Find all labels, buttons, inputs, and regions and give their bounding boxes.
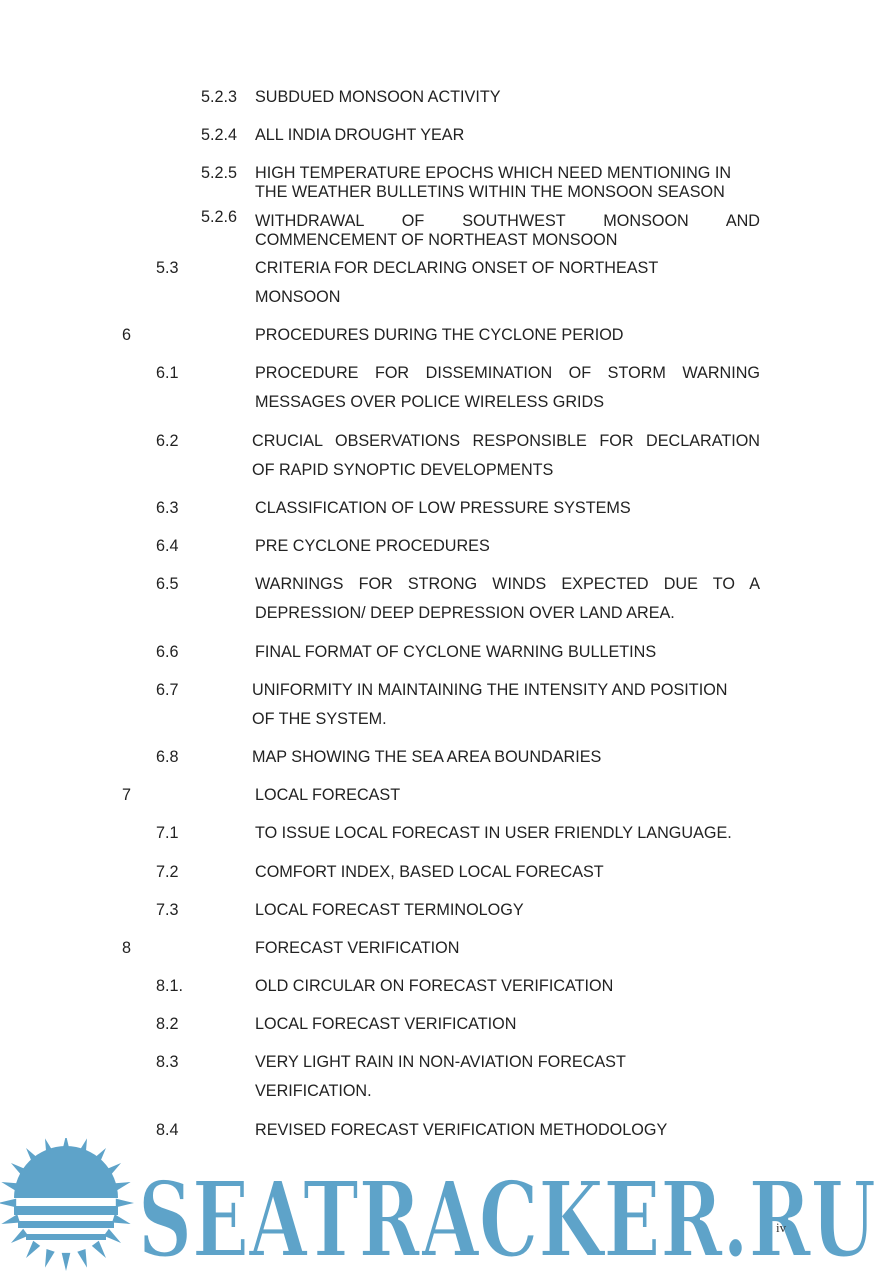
toc-entry-title (252, 432, 760, 480)
sun-ray (0, 1199, 16, 1208)
toc-entry-number: 6.5 (156, 575, 179, 593)
toc-entry-title (255, 88, 501, 107)
toc-entry-number: 6.6 (156, 643, 179, 661)
toc-entry-number: 8.1. (156, 977, 184, 995)
toc-entry-title-line: TO ISSUE LOCAL FORECAST IN USER FRIENDLY LANGUAGE. (255, 824, 732, 842)
watermark-text: SEATRACKER.RU (138, 1158, 876, 1274)
toc-entry-number: 7.2 (156, 863, 179, 881)
toc-entry-title (252, 681, 727, 729)
toc-entry-number: 5.2.6 (201, 208, 238, 226)
toc-entry-title (255, 537, 490, 556)
toc-entry-title (255, 824, 732, 843)
toc-entry-number: 5.2.4 (201, 126, 238, 144)
toc-entry-title-line: HIGH TEMPERATURE EPOCHS WHICH NEED MENTIONING IN (255, 164, 732, 182)
toc-entry-title-line: FORECAST VERIFICATION (255, 939, 460, 957)
toc-entry-number: 5.3 (156, 259, 179, 277)
toc-entry-number: 6.7 (156, 681, 179, 699)
toc-entry-number: 5.2.5 (201, 164, 238, 182)
sun-band (26, 1234, 106, 1240)
toc-entry-title-line: FINAL FORMAT OF CYCLONE WARNING BULLETINS (255, 643, 657, 661)
toc-entry-title-line: OF THE SYSTEM. (252, 710, 387, 728)
toc-entry-number: 6.2 (156, 432, 179, 450)
toc-entry-title-line: LOCAL FORECAST TERMINOLOGY (255, 901, 524, 919)
toc-entry-number: 6.3 (156, 499, 179, 517)
sun-ray (116, 1199, 134, 1208)
toc-entry-title (255, 126, 464, 145)
toc-entry-title-line: LOCAL FORECAST VERIFICATION (255, 1015, 517, 1033)
toc-entry-number: 8 (122, 939, 132, 957)
toc-entry-number: 6 (122, 326, 132, 344)
toc-entry-title-line: COMFORT INDEX, BASED LOCAL FORECAST (255, 863, 604, 881)
toc-entry-title-line: WARNINGS FOR STRONG WINDS EXPECTED DUE TO A (255, 575, 760, 593)
toc-entry-title-line: OLD CIRCULAR ON FORECAST VERIFICATION (255, 977, 614, 995)
sun-ray (11, 1229, 28, 1243)
toc-entry-title-line: VERIFICATION. (255, 1082, 372, 1100)
toc-entry-title-line: ALL INDIA DROUGHT YEAR (255, 126, 465, 144)
toc-entry-number: 7 (122, 786, 132, 804)
toc-entry-title-line: PRE CYCLONE PROCEDURES (255, 537, 490, 555)
toc-entry-title (255, 364, 760, 412)
toc-entry-title (255, 977, 613, 996)
toc-entry-title (255, 1053, 626, 1101)
toc-entry-title (255, 643, 656, 662)
sun-band (14, 1206, 118, 1215)
watermark (0, 1138, 894, 1274)
toc-entry-title-line: REVISED FORECAST VERIFICATION METHODOLOGY (255, 1121, 668, 1139)
toc-entry-title-line: PROCEDURES DURING THE CYCLONE PERIOD (255, 326, 624, 344)
toc-entry-number: 6.1 (156, 364, 179, 382)
sun-ray (92, 1241, 106, 1258)
toc-entry-title (255, 499, 631, 518)
toc-entry-title-line: DEPRESSION/ DEEP DEPRESSION OVER LAND AREA. (255, 604, 675, 622)
toc-entry-title-line: PROCEDURE FOR DISSEMINATION OF STORM WARNING (255, 364, 760, 382)
watermark-graphic (0, 1138, 894, 1274)
toc-entry-title-line: OF RAPID SYNOPTIC DEVELOPMENTS (252, 461, 554, 479)
toc-entry-title-line: VERY LIGHT RAIN IN NON-AVIATION FORECAST (255, 1053, 626, 1071)
toc-entry-title-line: MAP SHOWING THE SEA AREA BOUNDARIES (252, 748, 602, 766)
toc-entry-title (255, 1015, 516, 1034)
sun-band (18, 1221, 114, 1228)
toc-entry-title-line: CRUCIAL OBSERVATIONS RESPONSIBLE FOR DECLARATION (252, 432, 760, 450)
sun-ray (62, 1253, 71, 1271)
toc-entry-title (255, 259, 658, 307)
sun-ray (26, 1241, 40, 1258)
toc-entry-title-line: WITHDRAWAL OF SOUTHWEST MONSOON AND (255, 212, 760, 230)
sun-ray (77, 1249, 87, 1268)
toc-entry-number: 6.4 (156, 537, 179, 555)
toc-entry-title (255, 212, 760, 250)
toc-entry-title (255, 939, 459, 958)
toc-entry-title (255, 575, 760, 623)
toc-entry-title-line: MONSOON (255, 288, 341, 306)
sun-ray (45, 1249, 55, 1268)
toc-entry-number: 7.1 (156, 824, 179, 842)
toc-entry-title (252, 748, 601, 767)
page-number: iv (776, 1220, 787, 1235)
toc-entry-title-line: UNIFORMITY IN MAINTAINING THE INTENSITY AND POSITION (252, 681, 728, 699)
toc-entry-number: 8.4 (156, 1121, 179, 1139)
toc-entry-number: 6.8 (156, 748, 179, 766)
toc-entry-title (255, 164, 731, 202)
toc-entry-title-line: LOCAL FORECAST (255, 786, 401, 804)
sun-ray (1, 1214, 20, 1224)
sun-ray (104, 1229, 121, 1243)
toc-entry-number: 5.2.3 (201, 88, 238, 106)
toc-entry-title (255, 786, 400, 805)
toc-entry-number: 8.2 (156, 1015, 179, 1033)
toc-entry-title-line: THE WEATHER BULLETINS WITHIN THE MONSOON SEASON (255, 183, 725, 201)
toc-entry-title-line: CRITERIA FOR DECLARING ONSET OF NORTHEAST (255, 259, 659, 277)
sun-icon (0, 1138, 134, 1271)
toc-entry-title-line: COMMENCEMENT OF NORTHEAST MONSOON (255, 231, 618, 249)
toc-entry-title-line: MESSAGES OVER POLICE WIRELESS GRIDS (255, 393, 605, 411)
toc-entry-number: 7.3 (156, 901, 179, 919)
toc-entry-number: 8.3 (156, 1053, 179, 1071)
toc-entry-title-line: SUBDUED MONSOON ACTIVITY (255, 88, 501, 106)
toc-entry-title-line: CLASSIFICATION OF LOW PRESSURE SYSTEMS (255, 499, 631, 517)
sun-ray (112, 1214, 131, 1224)
toc-entry-title (255, 901, 524, 920)
toc-entry-title (255, 863, 604, 882)
toc-entry-title (255, 326, 623, 345)
